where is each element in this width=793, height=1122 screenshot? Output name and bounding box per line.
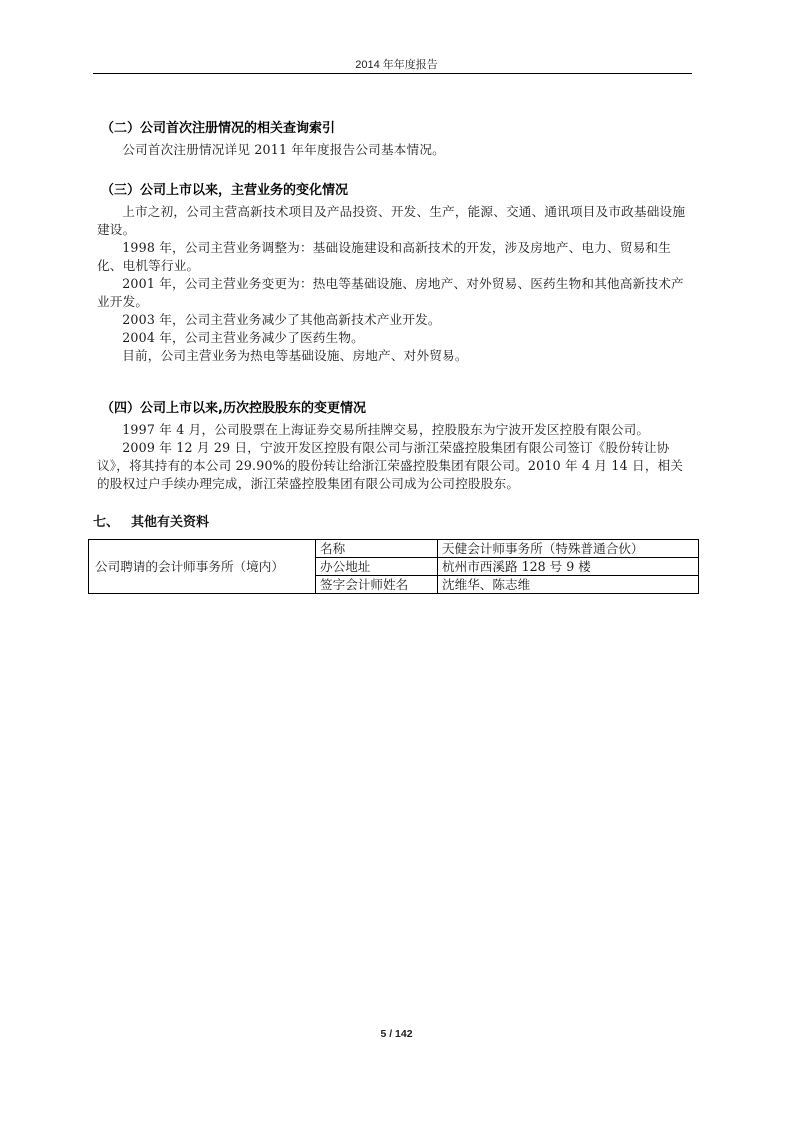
table-group-label: 公司聘请的会计师事务所（境内）	[89, 540, 316, 594]
table-cell-value: 天健会计师事务所（特殊普通合伙）	[438, 540, 699, 558]
table-cell-label: 签字会计师姓名	[316, 576, 438, 594]
section-3-paragraph: 目前，公司主营业务为热电等基础设施、房地产、对外贸易。	[122, 348, 468, 363]
table-cell-label: 办公地址	[316, 558, 438, 576]
section-3-paragraph: 1998 年，公司主营业务调整为：基础设施建设和高新技术的开发，涉及房地产、电力、贸易和生化、电机等行业。	[97, 240, 671, 273]
section-3-body	[97, 203, 693, 365]
running-header-title: 2014 年年度报告	[355, 59, 438, 71]
section-2-heading: （二）公司首次注册情况的相关查询索引	[101, 121, 336, 136]
section-7-number: 七、	[93, 515, 120, 530]
table-row	[89, 540, 699, 558]
header-divider	[93, 73, 692, 74]
table-cell-value: 杭州市西溪路 128 号 9 楼	[438, 558, 699, 576]
section-4-paragraph: 2009 年 12 月 29 日，宁波开发区控股有限公司与浙江荣盛控股集团有限公司签订《股份转让协议》，将其持有的本公司 29.90%的股份转让给浙江荣盛控股集团有限公司。2010 年 4 月 14 日，相关的股权过户手续办理完成，浙江荣盛控股集团有限公司成为公司控股股东。	[97, 440, 684, 491]
section-7-title: 其他有关资料	[131, 515, 210, 530]
section-3-paragraph: 2004 年，公司主营业务减少了医药生物。	[122, 330, 364, 345]
section-3-paragraph: 2003 年，公司主营业务减少了其他高新技术产业开发。	[122, 312, 441, 327]
accounting-firm-table	[88, 539, 699, 594]
table-cell-value: 沈维华、陈志维	[438, 576, 699, 594]
table-cell-label: 名称	[316, 540, 438, 558]
section-2-paragraph: 公司首次注册情况详见 2011 年年度报告公司基本情况。	[122, 142, 445, 157]
section-4-body	[97, 421, 693, 493]
section-3-paragraph: 2001 年，公司主营业务变更为：热电等基础设施、房地产、对外贸易、医药生物和其他高新技术产业开发。	[97, 276, 684, 309]
section-4-paragraph: 1997 年 4 月，公司股票在上海证券交易所挂牌交易，控股股东为宁波开发区控股有限公司。	[122, 422, 650, 437]
section-7-heading	[93, 515, 209, 531]
section-4-heading: （四）公司上市以来,历次控股股东的变更情况	[101, 401, 366, 416]
section-3-paragraph: 上市之初，公司主营高新技术项目及产品投资、开发、生产，能源、交通、通讯项目及市政基础设施建设。	[97, 204, 686, 237]
section-3-heading: （三）公司上市以来，主营业务的变化情况	[101, 183, 349, 198]
page-number: 5 / 142	[380, 1028, 413, 1040]
